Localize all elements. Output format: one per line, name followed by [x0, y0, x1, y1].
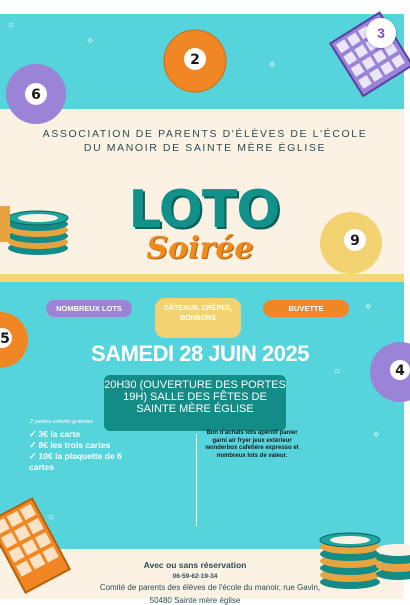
circle-deco-icon: ○	[334, 366, 341, 377]
sparkle-icon: ✧	[86, 36, 95, 47]
sparkle-icon: ✧	[268, 60, 277, 71]
circle-deco-icon: ○	[8, 20, 15, 31]
lots-list: Bon d'achats lots apéritif panier garni air fryer jeux extérieur wonderbox cafetière expresso et nombreux lots de valeur.	[205, 430, 299, 459]
free-games-note: 2 parties enfants gratuites	[30, 419, 94, 425]
chips-stack-right-icon	[316, 504, 406, 594]
ball-6-icon	[4, 62, 68, 126]
price-item: ✓ 8€ les trois cartes	[29, 440, 111, 450]
chips-stack-left-icon	[0, 186, 70, 256]
page-badge[interactable]: 3	[366, 18, 396, 48]
title-loto: LOTO	[128, 180, 280, 240]
reservation-note: Avec ou sans réservation	[143, 560, 247, 570]
title-soiree: Soirée	[146, 231, 254, 266]
divider-line	[196, 434, 197, 526]
ball-9-icon	[318, 210, 384, 276]
check-icon: ✓	[29, 451, 37, 461]
check-icon: ✓	[29, 440, 37, 450]
svg-text:9: 9	[350, 233, 360, 249]
event-time-location: 20H30 (OUVERTURE DES PORTES 19H) SALLE DES FÊTES DE SAINTE MÈRE ÉGLISE	[104, 375, 286, 431]
address-line-2: 50480 Sainte mère église	[149, 596, 241, 605]
price-item: ✓ 10€ la plaquette de 6 cartes	[29, 451, 122, 472]
tag-food: GÂTEAUX, CRÊPES, BONBONS	[155, 298, 241, 338]
check-icon: ✓	[29, 429, 37, 439]
ball-4-icon	[366, 340, 406, 404]
sparkle-icon: ✧	[364, 302, 373, 313]
association-name: ASSOCIATION DE PARENTS D'ÉLÈVES DE L'ÉCOLE DU MANOIR DE SAINTE MÈRE ÉGLISE	[42, 128, 368, 154]
svg-text:6: 6	[31, 87, 41, 103]
circle-deco-icon: ○	[48, 512, 55, 523]
svg-text:4: 4	[395, 363, 405, 379]
address-line-1: Comité de parents des élèves de l'école du manoir, rue Gavin,	[99, 583, 321, 592]
sparkle-icon: ✧	[372, 430, 381, 441]
event-date: SAMEDI 28 JUIN 2025	[91, 341, 309, 366]
ball-2-number: 2	[190, 52, 200, 68]
phone-number: 06-59-62-19-34	[172, 573, 218, 580]
ball-5-icon	[0, 310, 30, 370]
tag-lots: NOMBREUX LOTS	[46, 300, 132, 317]
svg-text:5: 5	[0, 331, 10, 347]
ball-2-icon	[162, 28, 228, 94]
loto-flyer	[0, 14, 405, 605]
tag-buvette: BUVETTE	[263, 300, 349, 317]
price-list	[29, 429, 149, 473]
price-item: ✓ 3€ la carte	[29, 429, 81, 439]
